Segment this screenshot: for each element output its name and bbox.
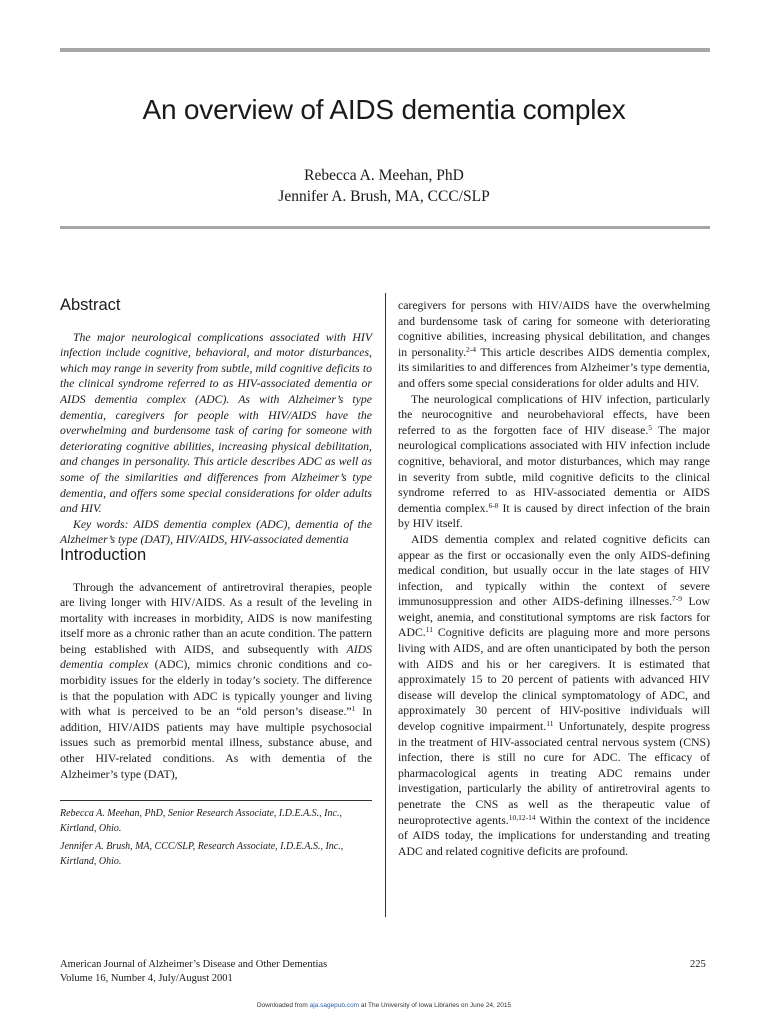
body-paragraph-2: The neurological complications of HIV infection, particularly the neurocognitive and neurobehavioral effects, have been referred to as the forgotten face of HIV disease.$^5$ The major neurological complications associated with HIV infection include cognitive, behavioral, and motor disturbances, which may range in severity from subtle, mild cognitive deficits to the clinical syndrome referred to as HIV-associated dementia or AIDS dementia complex.$^{6-8}$ It is caused by direct infection of the brain by HIV itself. xyxy=(398,392,710,531)
right-column xyxy=(398,298,710,859)
reference-marker: 11 xyxy=(425,625,433,635)
journal-footer xyxy=(60,958,327,986)
author-1: Rebecca A. Meehan, PhD xyxy=(304,167,464,184)
reference-marker: 6-8 xyxy=(488,500,499,510)
reference-marker: 7-9 xyxy=(672,594,683,604)
reference-marker: 2-4 xyxy=(466,344,477,354)
download-notice: Downloaded from aja.sagepub.com at The University of Iowa Libraries on June 24, 2015 xyxy=(256,1002,512,1009)
abstract-keywords: Key words: AIDS dementia complex (ADC), dementia of the Alzheimer’s type (DAT), HIV/AIDS, HIV-associated dementia xyxy=(60,517,372,547)
left-column xyxy=(60,298,372,873)
abstract-heading: Abstract xyxy=(60,296,121,314)
author-list xyxy=(0,165,768,207)
column-divider xyxy=(385,293,386,917)
header-rule xyxy=(60,226,710,229)
article-title: An overview of AIDS dementia complex xyxy=(142,94,626,125)
body-paragraph-1: caregivers for persons with HIV/AIDS have the overwhelming and burdensome task of caring for someone with deteriorating cognitive abilities, increasing physical debilitation, and changes in personality.$^{2-4}$ This article describes AIDS dementia complex, its similarities to and differences from Alzheimer’s type dementia, and offers some special considerations for older adults and HIV. xyxy=(398,299,710,390)
introduction-paragraph: Through the advancement of antiretroviral therapies, people are living longer with HIV/AIDS. As a result of the leveling in mortality with increases in morbidity, AIDS is now manifesting itself more as a chronic rather than an acute condition. The pattern being established with AIDS, and subsequently with AIDS dementia complex (ADC), mimics chronic conditions and co-morbidity issues for the elderly in today’s society. The difference is that the population with ADC is typically younger and living with what is perceived to be an “old person’s disease.”$^1$ In addition, HIV/AIDS patients may have multiple psychosocial issues such as premorbid mental illness, substance abuse, and other HIV-related conditions. As with dementia of the Alzheimer’s type (DAT), xyxy=(60,580,373,781)
journal-name: American Journal of Alzheimer’s Disease and Other Dementias xyxy=(60,959,328,970)
footnote-rule xyxy=(60,800,372,801)
abstract-body: The major neurological complications associated with HIV infection include cognitive, behavioral, and motor disturbances, which may range in severity from subtle, mild cognitive deficits to the clinical syndrome referred to as HIV-associated dementia or AIDS dementia complex (ADC). As with Alzheimer’s type dementia, caregivers for people with HIV/AIDS have the overwhelming and burdensome task of caring for someone with deteriorating cognitive abilities, increasing physical debilitation, and changes in personality. This article describes ADC as well as some of the similarities and differences from Alzheimer’s type dementia, and offers some special considerations for older adults and HIV. xyxy=(60,330,372,516)
reference-marker: 1 xyxy=(351,704,356,714)
page-number: 225 xyxy=(690,959,706,970)
author-2: Jennifer A. Brush, MA, CCC/SLP xyxy=(278,188,490,205)
introduction-heading: Introduction xyxy=(60,545,147,564)
download-link[interactable]: aja.sagepub.com xyxy=(309,1002,360,1009)
reference-marker: 11 xyxy=(546,719,554,729)
journal-volume: Volume 16, Number 4, July/August 2001 xyxy=(60,973,233,984)
adc-term: AIDS dementia complex xyxy=(60,642,372,672)
footnote-author-1: Rebecca A. Meehan, PhD, Senior Research Associate, I.D.E.A.S., Inc., Kirtland, Ohio. xyxy=(60,808,342,834)
footnote-author-2: Jennifer A. Brush, MA, CCC/SLP, Research Associate, I.D.E.A.S., Inc., Kirtland, Ohio. xyxy=(60,841,344,867)
body-paragraph-3: AIDS dementia complex and related cognitive deficits can appear as the first or occasionally even the only AIDS-defining medical condition, but usually occur in the late stages of HIV infection, and typically within the context of severe immunosuppression and other AIDS-defining illnesses.$^{7-9}$ Low weight, anemia, and constitutional symptoms are risk factors for ADC.$^{11}$ Cognitive deficits are plaguing more and more persons living with AIDS, and are often unanticipated by both the person with AIDS and his or her caregivers. It is estimated that approximately 15 to 20 percent of patients with advanced HIV disease will develop the clinical symptomatology of ADC, and approximately 30 percent of HIV-positive individuals will develop cognitive impairment.$^{11}$ Unfortunately, despite progress in the treatment of HIV-associated central nervous system (CNS) infection, there is still no cure for ADC. The efficacy of pharmacological agents in treating ADC remains under investigation, particularly the ability of antiretroviral agents to penetrate the CNS as well as the therapeutic value of neuroprotective agents.$^{10,12-14}$ Within the context of the incidence of AIDS today, the implications for understanding and treating ADC and related cognitive deficits are profound. xyxy=(398,532,711,858)
reference-marker: 5 xyxy=(648,422,653,432)
reference-marker: 10,12-14 xyxy=(508,812,536,822)
top-rule xyxy=(60,48,710,52)
